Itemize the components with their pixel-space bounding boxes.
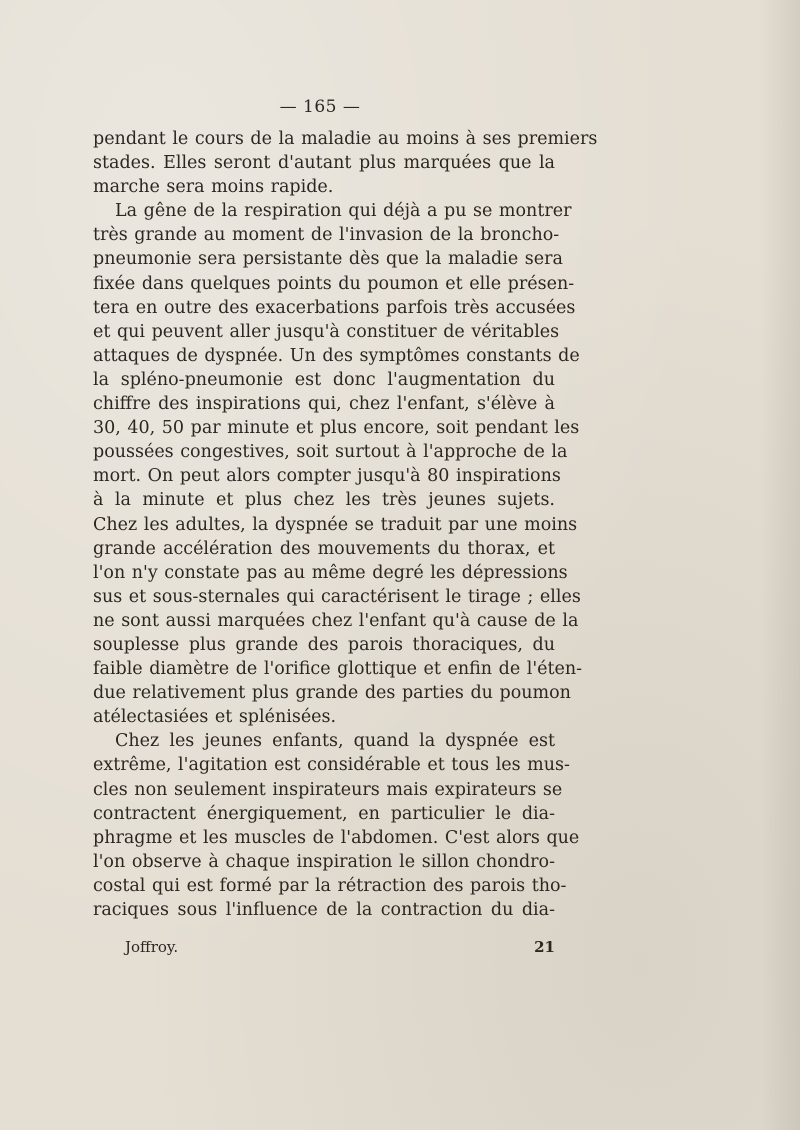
text-line: cles non seulement inspirateurs mais expirateurs se (93, 779, 563, 800)
text-line: l'on observe à chaque inspiration le sillon chondro- (93, 851, 555, 872)
text-line: fixée dans quelques points du poumon et elle présen- (93, 273, 575, 294)
text-line: Chez les adultes, la dyspnée se traduit par une moins (93, 514, 578, 535)
text-line: souplesse plus grande des parois thoraciques, du (93, 634, 555, 655)
text-line: due relativement plus grande des parties du poumon (93, 683, 571, 704)
text-line: raciques sous l'influence de la contraction du dia- (93, 900, 555, 920)
text-line: pneumonie sera persistante dès que la maladie sera (93, 249, 563, 270)
text-line: Chez les jeunes enfants, quand la dyspnée est (115, 731, 555, 752)
page-footer (125, 938, 555, 962)
page-number: — 165 — (279, 97, 361, 117)
text-line: la spléno-pneumonie est donc l'augmentation du (93, 369, 555, 390)
text-line: à la minute et plus chez les très jeunes sujets. (93, 490, 555, 511)
body-text (93, 127, 598, 922)
text-line: pendant le cours de la maladie au moins à ses premiers (93, 129, 598, 149)
text-line: atélectasiées et splénisées. (93, 707, 337, 728)
footer-author: Joffroy. (125, 938, 179, 956)
text-line: ne sont aussi marquées chez l'enfant qu'à cause de la (93, 610, 579, 631)
text-line: attaques de dyspnée. Un des symptômes constants de (93, 345, 580, 366)
text-line: tera en outre des exacerbations parfois très accusées (93, 297, 576, 318)
text-line: contractent énergiquement, en particulier le dia- (93, 803, 555, 824)
text-line: très grande au moment de l'invasion de la broncho- (93, 225, 560, 246)
text-line: costal qui est formé par la rétraction des parois tho- (93, 875, 567, 896)
text-line: chiffre des inspirations qui, chez l'enfant, s'élève à (93, 394, 555, 415)
text-line: phragme et les muscles de l'abdomen. C'est alors que (93, 827, 580, 848)
page-edge-shadow (760, 0, 800, 1130)
printer-signature: 21 (534, 938, 555, 956)
text-line: 30, 40, 50 par minute et plus encore, soit pendant les (93, 418, 580, 439)
text-line: poussées congestives, soit surtout à l'approche de la (93, 442, 568, 463)
text-line: stades. Elles seront d'autant plus marquées que la (93, 153, 555, 174)
text-line: grande accélération des mouvements du thorax, et (93, 538, 555, 559)
text-line: l'on n'y constate pas au même degré les dépressions (93, 562, 568, 583)
text-line: mort. On peut alors compter jusqu'à 80 inspirations (93, 466, 561, 487)
text-line: faible diamètre de l'orifice glottique et enfin de l'éten- (93, 659, 583, 680)
text-line: marche sera moins rapide. (93, 177, 334, 198)
text-line: sus et sous-sternales qui caractérisent le tirage ; elles (93, 586, 581, 607)
text-line: extrême, l'agitation est considérable et tous les mus- (93, 755, 570, 776)
text-line: et qui peuvent aller jusqu'à constituer de véritables (93, 321, 560, 342)
text-line: La gêne de la respiration qui déjà a pu se montrer (115, 201, 572, 222)
